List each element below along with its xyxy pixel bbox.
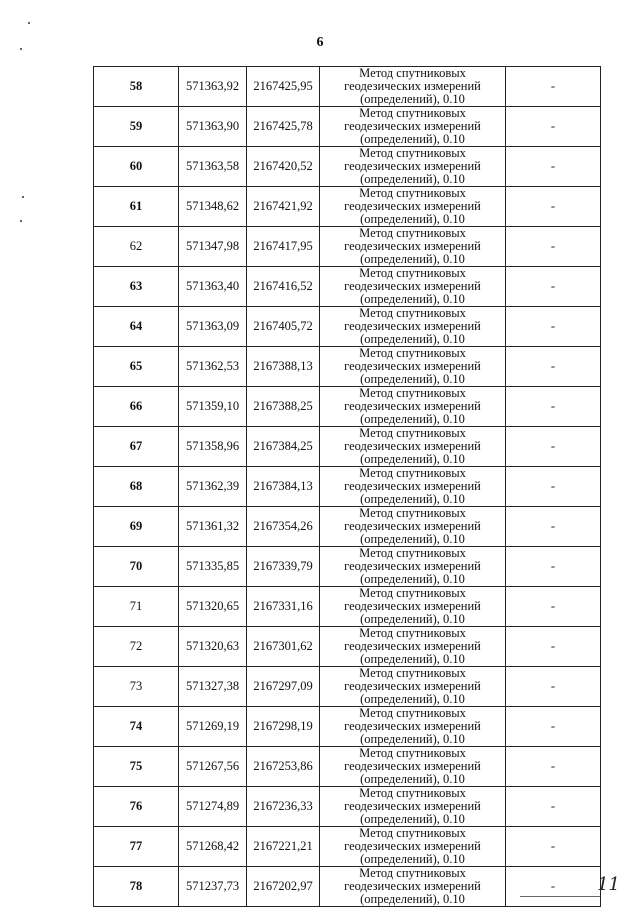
y-coordinate-cell: 2167420,52 (247, 147, 320, 187)
method-cell: Метод спутниковых геодезических измерений (определений), 0.10 (320, 107, 506, 147)
x-coordinate-cell: 571347,98 (179, 227, 247, 267)
x-coordinate-cell: 571363,40 (179, 267, 247, 307)
method-cell: Метод спутниковых геодезических измерений (определений), 0.10 (320, 867, 506, 907)
x-coordinate-cell: 571274,89 (179, 787, 247, 827)
y-coordinate-cell: 2167421,92 (247, 187, 320, 227)
point-number-cell: 67 (94, 427, 179, 467)
y-coordinate-cell: 2167425,78 (247, 107, 320, 147)
table-row (94, 547, 601, 587)
note-cell: - (506, 67, 601, 107)
y-coordinate-cell: 2167298,19 (247, 707, 320, 747)
table-row (94, 747, 601, 787)
point-number-cell: 60 (94, 147, 179, 187)
y-coordinate-cell: 2167384,25 (247, 427, 320, 467)
table-row (94, 707, 601, 747)
method-cell: Метод спутниковых геодезических измерений (определений), 0.10 (320, 187, 506, 227)
method-cell: Метод спутниковых геодезических измерений (определений), 0.10 (320, 747, 506, 787)
point-number-cell: 70 (94, 547, 179, 587)
y-coordinate-cell: 2167221,21 (247, 827, 320, 867)
y-coordinate-cell: 2167297,09 (247, 667, 320, 707)
note-cell: - (506, 747, 601, 787)
point-number-cell: 78 (94, 867, 179, 907)
x-coordinate-cell: 571268,42 (179, 827, 247, 867)
table-row (94, 427, 601, 467)
note-cell: - (506, 827, 601, 867)
note-cell: - (506, 387, 601, 427)
point-number-cell: 58 (94, 67, 179, 107)
y-coordinate-cell: 2167331,16 (247, 587, 320, 627)
table-row (94, 227, 601, 267)
x-coordinate-cell: 571362,53 (179, 347, 247, 387)
point-number-cell: 63 (94, 267, 179, 307)
note-cell: - (506, 347, 601, 387)
point-number-cell: 72 (94, 627, 179, 667)
note-cell: - (506, 267, 601, 307)
y-coordinate-cell: 2167301,62 (247, 627, 320, 667)
x-coordinate-cell: 571335,85 (179, 547, 247, 587)
table-row (94, 187, 601, 227)
note-cell: - (506, 627, 601, 667)
method-cell: Метод спутниковых геодезических измерений (определений), 0.10 (320, 467, 506, 507)
point-number-cell: 64 (94, 307, 179, 347)
note-cell: - (506, 547, 601, 587)
note-cell: - (506, 867, 601, 907)
note-cell: - (506, 587, 601, 627)
point-number-cell: 73 (94, 667, 179, 707)
margin-dot (20, 220, 22, 222)
table-row (94, 107, 601, 147)
x-coordinate-cell: 571363,92 (179, 67, 247, 107)
method-cell: Метод спутниковых геодезических измерений (определений), 0.10 (320, 347, 506, 387)
x-coordinate-cell: 571363,90 (179, 107, 247, 147)
coordinates-table (93, 66, 601, 907)
y-coordinate-cell: 2167253,86 (247, 747, 320, 787)
point-number-cell: 71 (94, 587, 179, 627)
table-row (94, 587, 601, 627)
note-cell: - (506, 467, 601, 507)
page-number: 6 (316, 35, 324, 50)
margin-dot (22, 196, 24, 198)
x-coordinate-cell: 571363,09 (179, 307, 247, 347)
table-row (94, 67, 601, 107)
note-cell: - (506, 227, 601, 267)
y-coordinate-cell: 2167405,72 (247, 307, 320, 347)
point-number-cell: 74 (94, 707, 179, 747)
note-cell: - (506, 707, 601, 747)
table-row (94, 627, 601, 667)
method-cell: Метод спутниковых геодезических измерений (определений), 0.10 (320, 147, 506, 187)
y-coordinate-cell: 2167425,95 (247, 67, 320, 107)
point-number-cell: 61 (94, 187, 179, 227)
table-row (94, 147, 601, 187)
x-coordinate-cell: 571363,58 (179, 147, 247, 187)
method-cell: Метод спутниковых геодезических измерений (определений), 0.10 (320, 227, 506, 267)
note-cell: - (506, 187, 601, 227)
x-coordinate-cell: 571358,96 (179, 427, 247, 467)
point-number-cell: 77 (94, 827, 179, 867)
table-row (94, 827, 601, 867)
table-row (94, 867, 601, 907)
method-cell: Метод спутниковых геодезических измерений (определений), 0.10 (320, 307, 506, 347)
margin-dot (28, 22, 30, 24)
y-coordinate-cell: 2167388,13 (247, 347, 320, 387)
point-number-cell: 69 (94, 507, 179, 547)
x-coordinate-cell: 571237,73 (179, 867, 247, 907)
note-cell: - (506, 147, 601, 187)
method-cell: Метод спутниковых геодезических измерений (определений), 0.10 (320, 707, 506, 747)
method-cell: Метод спутниковых геодезических измерений (определений), 0.10 (320, 267, 506, 307)
bottom-rule (520, 896, 600, 897)
table-row (94, 507, 601, 547)
method-cell: Метод спутниковых геодезических измерений (определений), 0.10 (320, 667, 506, 707)
table-row (94, 307, 601, 347)
y-coordinate-cell: 2167417,95 (247, 227, 320, 267)
x-coordinate-cell: 571362,39 (179, 467, 247, 507)
method-cell: Метод спутниковых геодезических измерений (определений), 0.10 (320, 507, 506, 547)
table-row (94, 467, 601, 507)
y-coordinate-cell: 2167388,25 (247, 387, 320, 427)
table-row (94, 667, 601, 707)
y-coordinate-cell: 2167339,79 (247, 547, 320, 587)
y-coordinate-cell: 2167236,33 (247, 787, 320, 827)
method-cell: Метод спутниковых геодезических измерений (определений), 0.10 (320, 547, 506, 587)
x-coordinate-cell: 571361,32 (179, 507, 247, 547)
x-coordinate-cell: 571359,10 (179, 387, 247, 427)
point-number-cell: 76 (94, 787, 179, 827)
note-cell: - (506, 507, 601, 547)
point-number-cell: 75 (94, 747, 179, 787)
coordinates-table-body (94, 67, 601, 907)
x-coordinate-cell: 571269,19 (179, 707, 247, 747)
x-coordinate-cell: 571327,38 (179, 667, 247, 707)
method-cell: Метод спутниковых геодезических измерений (определений), 0.10 (320, 427, 506, 467)
x-coordinate-cell: 571267,56 (179, 747, 247, 787)
point-number-cell: 65 (94, 347, 179, 387)
x-coordinate-cell: 571348,62 (179, 187, 247, 227)
table-row (94, 347, 601, 387)
method-cell: Метод спутниковых геодезических измерений (определений), 0.10 (320, 587, 506, 627)
y-coordinate-cell: 2167416,52 (247, 267, 320, 307)
point-number-cell: 66 (94, 387, 179, 427)
note-cell: - (506, 787, 601, 827)
x-coordinate-cell: 571320,65 (179, 587, 247, 627)
y-coordinate-cell: 2167202,97 (247, 867, 320, 907)
method-cell: Метод спутниковых геодезических измерений (определений), 0.10 (320, 387, 506, 427)
method-cell: Метод спутниковых геодезических измерений (определений), 0.10 (320, 627, 506, 667)
note-cell: - (506, 427, 601, 467)
table-row (94, 267, 601, 307)
table-row (94, 787, 601, 827)
y-coordinate-cell: 2167384,13 (247, 467, 320, 507)
note-cell: - (506, 307, 601, 347)
method-cell: Метод спутниковых геодезических измерений (определений), 0.10 (320, 827, 506, 867)
note-cell: - (506, 667, 601, 707)
x-coordinate-cell: 571320,63 (179, 627, 247, 667)
handwritten-mark: 11 (597, 874, 620, 895)
point-number-cell: 59 (94, 107, 179, 147)
point-number-cell: 62 (94, 227, 179, 267)
note-cell: - (506, 107, 601, 147)
point-number-cell: 68 (94, 467, 179, 507)
table-row (94, 387, 601, 427)
method-cell: Метод спутниковых геодезических измерений (определений), 0.10 (320, 787, 506, 827)
method-cell: Метод спутниковых геодезических измерений (определений), 0.10 (320, 67, 506, 107)
y-coordinate-cell: 2167354,26 (247, 507, 320, 547)
